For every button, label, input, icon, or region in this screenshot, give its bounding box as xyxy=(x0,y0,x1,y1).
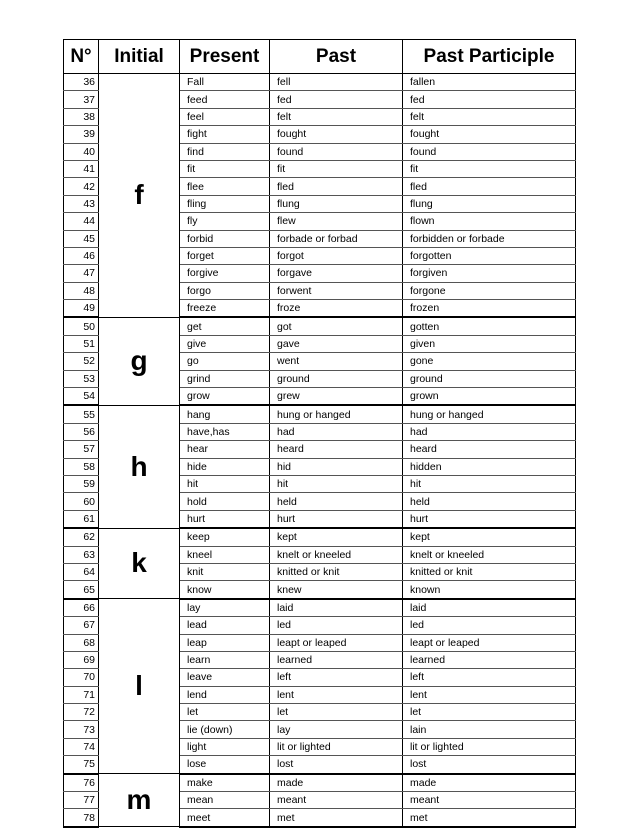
past-form: held xyxy=(270,493,403,510)
present-form: let xyxy=(180,704,270,721)
past-form: led xyxy=(270,617,403,634)
past-participle-form: fed xyxy=(403,91,576,108)
present-form: leap xyxy=(180,634,270,651)
past-participle-form: met xyxy=(403,809,576,827)
past-form: found xyxy=(270,143,403,160)
past-form: knelt or kneeled xyxy=(270,546,403,563)
past-participle-form: hit xyxy=(403,475,576,492)
past-participle-form: hidden xyxy=(403,458,576,475)
past-participle-form: forgotten xyxy=(403,247,576,264)
table-row xyxy=(64,599,576,617)
row-number: 69 xyxy=(64,651,99,668)
past-participle-form: knelt or kneeled xyxy=(403,546,576,563)
row-number: 54 xyxy=(64,388,99,406)
row-number: 60 xyxy=(64,493,99,510)
present-form: keep xyxy=(180,528,270,546)
past-participle-form: given xyxy=(403,335,576,352)
past-form: went xyxy=(270,353,403,370)
row-number: 65 xyxy=(64,581,99,599)
past-form: leapt or leaped xyxy=(270,634,403,651)
past-participle-form: flown xyxy=(403,213,576,230)
row-number: 41 xyxy=(64,160,99,177)
present-form: go xyxy=(180,353,270,370)
past-participle-form: lent xyxy=(403,686,576,703)
row-number: 53 xyxy=(64,370,99,387)
row-number: 75 xyxy=(64,756,99,774)
past-participle-form: made xyxy=(403,774,576,792)
past-form: lay xyxy=(270,721,403,738)
irregular-verbs-table xyxy=(63,39,576,828)
past-participle-form: fought xyxy=(403,126,576,143)
past-participle-form: leapt or leaped xyxy=(403,634,576,651)
column-header-past: Past xyxy=(270,40,403,74)
past-participle-form: forgiven xyxy=(403,265,576,282)
past-participle-form: hung or hanged xyxy=(403,405,576,423)
present-form: hit xyxy=(180,475,270,492)
present-form: forgo xyxy=(180,282,270,299)
row-number: 37 xyxy=(64,91,99,108)
present-form: grind xyxy=(180,370,270,387)
row-number: 67 xyxy=(64,617,99,634)
row-number: 51 xyxy=(64,335,99,352)
table-row xyxy=(64,317,576,335)
row-number: 72 xyxy=(64,704,99,721)
row-number: 50 xyxy=(64,317,99,335)
past-form: fell xyxy=(270,74,403,91)
present-form: meet xyxy=(180,809,270,827)
past-participle-form: frozen xyxy=(403,300,576,318)
row-number: 46 xyxy=(64,247,99,264)
present-form: hurt xyxy=(180,510,270,528)
past-form: heard xyxy=(270,441,403,458)
past-participle-form: held xyxy=(403,493,576,510)
past-form: laid xyxy=(270,599,403,617)
past-participle-form: led xyxy=(403,617,576,634)
past-form: knew xyxy=(270,581,403,599)
table-row xyxy=(64,405,576,423)
row-number: 48 xyxy=(64,282,99,299)
past-participle-form: meant xyxy=(403,792,576,809)
present-form: make xyxy=(180,774,270,792)
table-body xyxy=(64,74,576,827)
present-form: find xyxy=(180,143,270,160)
past-form: lit or lighted xyxy=(270,738,403,755)
past-participle-form: let xyxy=(403,704,576,721)
initial-letter-cell: k xyxy=(99,528,180,599)
row-number: 44 xyxy=(64,213,99,230)
present-form: flee xyxy=(180,178,270,195)
past-form: forwent xyxy=(270,282,403,299)
present-form: fling xyxy=(180,195,270,212)
row-number: 56 xyxy=(64,423,99,440)
initial-letter-cell: g xyxy=(99,317,180,405)
past-form: learned xyxy=(270,651,403,668)
column-header-initial: Initial xyxy=(99,40,180,74)
past-form: knitted or knit xyxy=(270,563,403,580)
row-number: 77 xyxy=(64,792,99,809)
row-number: 55 xyxy=(64,405,99,423)
present-form: grow xyxy=(180,388,270,406)
row-number: 61 xyxy=(64,510,99,528)
present-form: hide xyxy=(180,458,270,475)
present-form: lie (down) xyxy=(180,721,270,738)
initial-letter-cell: l xyxy=(99,599,180,774)
present-form: lay xyxy=(180,599,270,617)
row-number: 66 xyxy=(64,599,99,617)
initial-letter-cell: m xyxy=(99,774,180,827)
column-header-present: Present xyxy=(180,40,270,74)
initial-letter-cell: f xyxy=(99,74,180,318)
past-participle-form: lost xyxy=(403,756,576,774)
past-participle-form: lain xyxy=(403,721,576,738)
past-form: met xyxy=(270,809,403,827)
present-form: lose xyxy=(180,756,270,774)
past-form: lost xyxy=(270,756,403,774)
past-form: hurt xyxy=(270,510,403,528)
past-participle-form: fallen xyxy=(403,74,576,91)
row-number: 36 xyxy=(64,74,99,91)
row-number: 42 xyxy=(64,178,99,195)
row-number: 68 xyxy=(64,634,99,651)
past-form: flung xyxy=(270,195,403,212)
past-participle-form: hurt xyxy=(403,510,576,528)
row-number: 78 xyxy=(64,809,99,827)
row-number: 70 xyxy=(64,669,99,686)
past-form: froze xyxy=(270,300,403,318)
past-form: forgot xyxy=(270,247,403,264)
row-number: 71 xyxy=(64,686,99,703)
past-participle-form: fit xyxy=(403,160,576,177)
column-header-number: N° xyxy=(64,40,99,74)
past-form: left xyxy=(270,669,403,686)
past-form: grew xyxy=(270,388,403,406)
past-form: hung or hanged xyxy=(270,405,403,423)
past-form: made xyxy=(270,774,403,792)
present-form: forbid xyxy=(180,230,270,247)
present-form: light xyxy=(180,738,270,755)
present-form: have,has xyxy=(180,423,270,440)
present-form: fit xyxy=(180,160,270,177)
present-form: hang xyxy=(180,405,270,423)
past-participle-form: learned xyxy=(403,651,576,668)
past-participle-form: lit or lighted xyxy=(403,738,576,755)
present-form: feel xyxy=(180,108,270,125)
present-form: hear xyxy=(180,441,270,458)
past-form: hit xyxy=(270,475,403,492)
row-number: 73 xyxy=(64,721,99,738)
table-row xyxy=(64,528,576,546)
past-participle-form: laid xyxy=(403,599,576,617)
row-number: 47 xyxy=(64,265,99,282)
past-form: forgave xyxy=(270,265,403,282)
past-participle-form: forbidden or forbade xyxy=(403,230,576,247)
present-form: knit xyxy=(180,563,270,580)
row-number: 38 xyxy=(64,108,99,125)
present-form: feed xyxy=(180,91,270,108)
past-form: lent xyxy=(270,686,403,703)
past-form: forbade or forbad xyxy=(270,230,403,247)
past-form: kept xyxy=(270,528,403,546)
past-participle-form: grown xyxy=(403,388,576,406)
past-participle-form: known xyxy=(403,581,576,599)
row-number: 43 xyxy=(64,195,99,212)
past-participle-form: flung xyxy=(403,195,576,212)
past-form: fit xyxy=(270,160,403,177)
past-participle-form: kept xyxy=(403,528,576,546)
present-form: freeze xyxy=(180,300,270,318)
present-form: kneel xyxy=(180,546,270,563)
present-form: get xyxy=(180,317,270,335)
past-participle-form: gone xyxy=(403,353,576,370)
present-form: lead xyxy=(180,617,270,634)
row-number: 49 xyxy=(64,300,99,318)
past-participle-form: fled xyxy=(403,178,576,195)
row-number: 45 xyxy=(64,230,99,247)
table-row xyxy=(64,74,576,91)
row-number: 39 xyxy=(64,126,99,143)
past-form: fought xyxy=(270,126,403,143)
past-participle-form: knitted or knit xyxy=(403,563,576,580)
present-form: give xyxy=(180,335,270,352)
past-participle-form: heard xyxy=(403,441,576,458)
present-form: hold xyxy=(180,493,270,510)
row-number: 64 xyxy=(64,563,99,580)
present-form: fly xyxy=(180,213,270,230)
past-form: gave xyxy=(270,335,403,352)
past-form: meant xyxy=(270,792,403,809)
past-form: hid xyxy=(270,458,403,475)
past-participle-form: felt xyxy=(403,108,576,125)
column-header-past-participle: Past Participle xyxy=(403,40,576,74)
row-number: 63 xyxy=(64,546,99,563)
past-form: had xyxy=(270,423,403,440)
table-row xyxy=(64,774,576,792)
row-number: 57 xyxy=(64,441,99,458)
past-form: let xyxy=(270,704,403,721)
present-form: mean xyxy=(180,792,270,809)
row-number: 62 xyxy=(64,528,99,546)
present-form: leave xyxy=(180,669,270,686)
row-number: 76 xyxy=(64,774,99,792)
past-participle-form: left xyxy=(403,669,576,686)
row-number: 58 xyxy=(64,458,99,475)
past-form: ground xyxy=(270,370,403,387)
past-form: got xyxy=(270,317,403,335)
present-form: lend xyxy=(180,686,270,703)
table-header-row xyxy=(64,40,576,74)
present-form: learn xyxy=(180,651,270,668)
past-form: fed xyxy=(270,91,403,108)
past-participle-form: had xyxy=(403,423,576,440)
present-form: forget xyxy=(180,247,270,264)
past-participle-form: found xyxy=(403,143,576,160)
present-form: forgive xyxy=(180,265,270,282)
past-participle-form: gotten xyxy=(403,317,576,335)
past-form: felt xyxy=(270,108,403,125)
initial-letter-cell: h xyxy=(99,405,180,528)
row-number: 74 xyxy=(64,738,99,755)
past-participle-form: forgone xyxy=(403,282,576,299)
past-form: fled xyxy=(270,178,403,195)
row-number: 59 xyxy=(64,475,99,492)
present-form: know xyxy=(180,581,270,599)
row-number: 40 xyxy=(64,143,99,160)
past-participle-form: ground xyxy=(403,370,576,387)
past-form: flew xyxy=(270,213,403,230)
row-number: 52 xyxy=(64,353,99,370)
present-form: Fall xyxy=(180,74,270,91)
present-form: fight xyxy=(180,126,270,143)
